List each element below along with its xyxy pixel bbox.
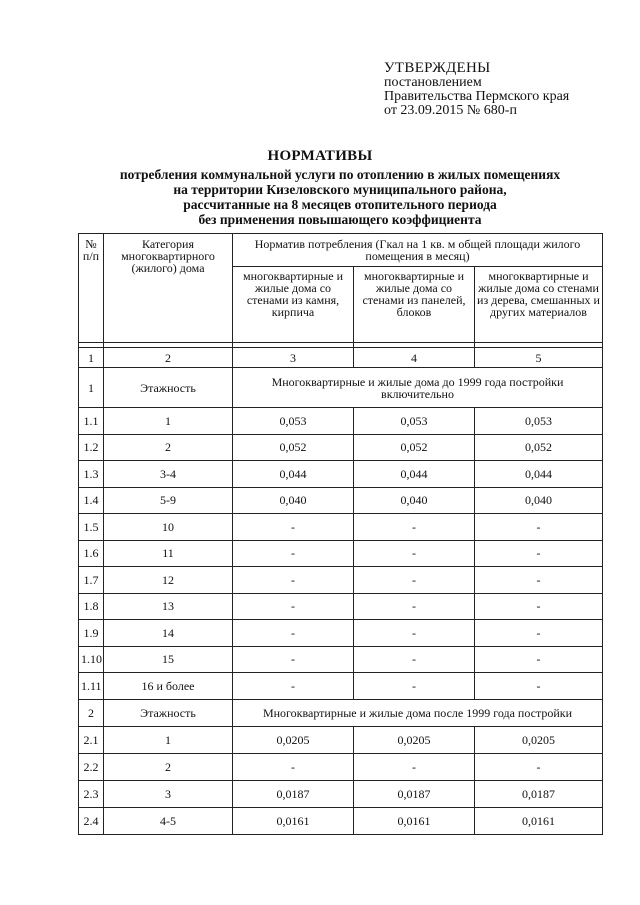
value-panel: - (354, 646, 475, 673)
row-category: 4-5 (104, 807, 233, 834)
value-stone: - (233, 593, 354, 620)
column-number: 4 (354, 348, 475, 368)
table-row (79, 593, 603, 620)
value-wood: 0,0161 (475, 807, 603, 834)
value-panel: 0,044 (354, 461, 475, 488)
value-panel: - (354, 540, 475, 567)
column-number: 5 (475, 348, 603, 368)
table-row (79, 620, 603, 647)
approval-line: постановлением (384, 75, 482, 90)
row-num: 1.4 (79, 487, 104, 514)
subtitle-line: рассчитанные на 8 месяцев отопительного периода (183, 197, 497, 212)
section-num: 1 (79, 368, 104, 408)
value-stone: - (233, 620, 354, 647)
row-num: 1.2 (79, 434, 104, 461)
row-num: 2.2 (79, 753, 104, 780)
value-panel: 0,0205 (354, 726, 475, 753)
header-category: Категория многоквартирного (жилого) дома (104, 234, 233, 343)
header-norm: Норматив потребления (Гкал на 1 кв. м общей площади жилого помещения в месяц) (233, 234, 603, 267)
approval-heading: УТВЕРЖДЕНЫ (384, 60, 491, 76)
row-num: 1.7 (79, 567, 104, 594)
row-category: 10 (104, 514, 233, 541)
header-material-panel: многоквартирные и жилые дома со стенами из панелей, блоков (354, 267, 475, 343)
subtitle-line: потребления коммунальной услуги по отоплению в жилых помещениях (119, 167, 561, 182)
subtitle-line: на территории Кизеловского муниципального района, (173, 182, 507, 197)
value-wood: - (475, 540, 603, 567)
table-row (79, 487, 603, 514)
value-panel: - (354, 620, 475, 647)
row-category: 3-4 (104, 461, 233, 488)
value-panel: - (354, 567, 475, 594)
column-number: 2 (104, 348, 233, 368)
row-num: 1.6 (79, 540, 104, 567)
header-row (79, 234, 603, 267)
header-num: № п/п (79, 234, 104, 343)
value-stone: 0,044 (233, 461, 354, 488)
value-stone: 0,052 (233, 434, 354, 461)
table-row (79, 646, 603, 673)
row-category: 14 (104, 620, 233, 647)
section-row (79, 368, 603, 408)
table-row (79, 408, 603, 435)
section-row (79, 699, 603, 726)
row-category: 11 (104, 540, 233, 567)
row-num: 1.3 (79, 461, 104, 488)
row-category: 13 (104, 593, 233, 620)
row-num: 2.3 (79, 780, 104, 807)
row-category: 12 (104, 567, 233, 594)
value-wood: 0,0187 (475, 780, 603, 807)
value-wood: 0,0205 (475, 726, 603, 753)
table-row (79, 434, 603, 461)
row-category: 1 (104, 408, 233, 435)
row-num: 1.1 (79, 408, 104, 435)
value-stone: 0,040 (233, 487, 354, 514)
section-label: Этажность (104, 699, 233, 726)
value-wood: 0,052 (475, 434, 603, 461)
value-wood: 0,040 (475, 487, 603, 514)
table-row (79, 540, 603, 567)
value-wood: - (475, 646, 603, 673)
value-stone: - (233, 540, 354, 567)
value-wood: - (475, 567, 603, 594)
value-stone: - (233, 753, 354, 780)
norms-table (78, 233, 603, 835)
row-category: 15 (104, 646, 233, 673)
value-wood: - (475, 620, 603, 647)
column-number: 1 (79, 348, 104, 368)
row-category: 2 (104, 753, 233, 780)
value-wood: 0,053 (475, 408, 603, 435)
table-row (79, 780, 603, 807)
value-stone: 0,0205 (233, 726, 354, 753)
value-stone: 0,0161 (233, 807, 354, 834)
table-row (79, 514, 603, 541)
document-title: НОРМАТИВЫ (267, 148, 373, 164)
table-row (79, 807, 603, 834)
row-num: 1.8 (79, 593, 104, 620)
value-panel: 0,0161 (354, 807, 475, 834)
value-stone: 0,0187 (233, 780, 354, 807)
section-text: Многоквартирные и жилые дома после 1999 года постройки (233, 699, 603, 726)
approval-stamp (384, 60, 569, 118)
value-wood: - (475, 514, 603, 541)
value-panel: - (354, 673, 475, 700)
header-material-stone: многоквартирные и жилые дома со стенами из камня, кирпича (233, 267, 354, 343)
row-num: 2.4 (79, 807, 104, 834)
value-panel: 0,0187 (354, 780, 475, 807)
value-stone: 0,053 (233, 408, 354, 435)
document-subtitle (60, 167, 620, 227)
row-category: 1 (104, 726, 233, 753)
row-num: 1.10 (79, 646, 104, 673)
value-wood: - (475, 753, 603, 780)
value-panel: 0,053 (354, 408, 475, 435)
value-wood: 0,044 (475, 461, 603, 488)
column-number-row (79, 348, 603, 368)
table-row (79, 753, 603, 780)
value-wood: - (475, 673, 603, 700)
value-stone: - (233, 514, 354, 541)
header-material-wood: многоквартирные и жилые дома со стенами из дерева, смешанных и других материалов (475, 267, 603, 343)
value-panel: 0,040 (354, 487, 475, 514)
section-num: 2 (79, 699, 104, 726)
column-number: 3 (233, 348, 354, 368)
row-num: 2.1 (79, 726, 104, 753)
section-text: Многоквартирные и жилые дома до 1999 года постройки включительно (233, 368, 603, 408)
table-row (79, 567, 603, 594)
section-label: Этажность (104, 368, 233, 408)
value-wood: - (475, 593, 603, 620)
row-category: 2 (104, 434, 233, 461)
row-category: 16 и более (104, 673, 233, 700)
value-stone: - (233, 567, 354, 594)
value-panel: - (354, 753, 475, 780)
table-row (79, 461, 603, 488)
row-category: 5-9 (104, 487, 233, 514)
approval-line: Правительства Пермского края (384, 89, 570, 104)
table-row (79, 673, 603, 700)
table-row (79, 726, 603, 753)
approval-line: от 23.09.2015 № 680-п (384, 103, 517, 118)
row-category: 3 (104, 780, 233, 807)
value-panel: 0,052 (354, 434, 475, 461)
value-panel: - (354, 514, 475, 541)
subtitle-line: без применения повышающего коэффициента (198, 212, 482, 227)
row-num: 1.5 (79, 514, 104, 541)
value-panel: - (354, 593, 475, 620)
value-stone: - (233, 646, 354, 673)
row-num: 1.9 (79, 620, 104, 647)
row-num: 1.11 (79, 673, 104, 700)
value-stone: - (233, 673, 354, 700)
